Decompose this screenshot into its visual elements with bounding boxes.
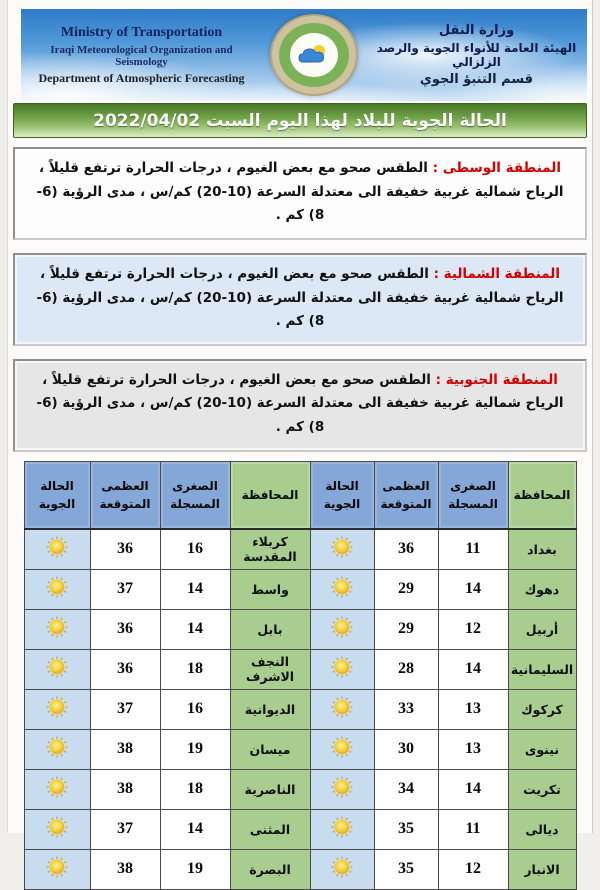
min-temp-cell: 12 <box>438 609 508 649</box>
max-temp-cell: 38 <box>90 769 160 809</box>
max-temp-cell: 36 <box>90 609 160 649</box>
organization-title-en: Iraqi Meteorological Organization and Seismology <box>50 43 233 68</box>
min-temp-cell: 14 <box>438 649 508 689</box>
sun-icon <box>331 736 353 758</box>
header-city-right: المحافظة <box>508 461 576 529</box>
department-title-en: Department of Atmospheric Forecasting <box>38 70 245 85</box>
header-max-left: العظمى المتوقعة <box>90 461 160 529</box>
region-description-southern: الطقس صحو مع بعض الغيوم ، درجات الحرارة ترتفع قليلاً ، الرياح شمالية غربية خفيفة الى معتدلة السرعة (10-20) كم/س ، مدى الرؤية (6-8) كم . <box>36 371 564 435</box>
city-cell: أربيل <box>508 609 576 649</box>
min-temp-cell: 14 <box>160 569 230 609</box>
city-cell: ميسان <box>230 729 310 769</box>
region-box-northern <box>13 253 587 346</box>
organization-title-ar: الهيئة العامة للأنواء الجوية والرصد الزلزالي <box>376 41 577 69</box>
city-cell: المثنى <box>230 809 310 849</box>
max-temp-cell: 37 <box>90 689 160 729</box>
sun-icon <box>46 856 68 878</box>
header-english-block <box>29 25 254 86</box>
region-name-southern: المنطقة الجنوبية : <box>435 371 558 388</box>
table-row <box>24 569 576 609</box>
region-name-central: المنطقة الوسطى : <box>432 160 561 176</box>
condition-cell <box>24 529 90 570</box>
condition-cell <box>310 649 374 689</box>
condition-cell <box>24 609 90 649</box>
header-condition-right: الحالة الجوية <box>310 461 374 529</box>
table-row <box>24 769 576 809</box>
sun-icon <box>46 656 68 678</box>
region-forecast-text <box>29 263 571 334</box>
city-cell: كركوك <box>508 689 576 729</box>
sun-icon <box>331 816 353 838</box>
city-cell: الديوانية <box>230 689 310 729</box>
sky-header-banner <box>21 9 587 101</box>
header-condition-left: الحالة الجوية <box>24 461 90 529</box>
bulletin-title-bar <box>13 103 587 138</box>
sun-icon <box>46 576 68 598</box>
sun-icon <box>46 776 68 798</box>
min-temp-cell: 13 <box>438 689 508 729</box>
max-temp-cell: 29 <box>374 569 438 609</box>
sun-icon <box>331 576 353 598</box>
region-description-central: الطقس صحو مع بعض الغيوم ، درجات الحرارة ترتفع قليلاً ، الرياح شمالية غربية خفيفة الى معتدلة السرعة (10-20) كم/س ، مدى الرؤية (6-8) كم . <box>36 160 564 224</box>
sun-icon <box>331 856 353 878</box>
max-temp-cell: 38 <box>90 849 160 889</box>
table-row <box>24 729 576 769</box>
header-min-left: الصغرى المسجلة <box>160 461 230 529</box>
region-description-northern: الطقس صحو مع بعض الغيوم ، درجات الحرارة ترتفع قليلاً ، الرياح شمالية غربية خفيفة الى معتدلة السرعة (10-20) كم/س ، مدى الرؤية (6-8) كم . <box>36 265 564 330</box>
condition-cell <box>24 649 90 689</box>
city-cell: واسط <box>230 569 310 609</box>
max-temp-cell: 34 <box>374 769 438 809</box>
condition-cell <box>310 569 374 609</box>
table-row <box>24 529 576 570</box>
condition-cell <box>24 729 90 769</box>
header-min-right: الصغرى المسجلة <box>438 461 508 529</box>
max-temp-cell: 38 <box>90 729 160 769</box>
ministry-title-en: Ministry of Transportation <box>60 24 223 40</box>
min-temp-cell: 16 <box>160 529 230 570</box>
condition-cell <box>24 689 90 729</box>
table-row <box>24 849 576 889</box>
condition-cell <box>310 689 374 729</box>
region-name-northern: المنطقة الشمالية : <box>433 265 560 282</box>
sun-icon <box>331 696 353 718</box>
max-temp-cell: 28 <box>374 649 438 689</box>
cloud-sun-icon <box>290 33 338 77</box>
header-max-right: العظمى المتوقعة <box>374 461 438 529</box>
header-city-left: المحافظة <box>230 461 310 529</box>
max-temp-cell: 29 <box>374 609 438 649</box>
min-temp-cell: 18 <box>160 769 230 809</box>
weather-bulletin-page <box>7 0 593 878</box>
min-temp-cell: 14 <box>160 809 230 849</box>
table-row <box>24 689 576 729</box>
max-temp-cell: 36 <box>90 529 160 570</box>
sun-icon <box>331 536 353 558</box>
max-temp-cell: 30 <box>374 729 438 769</box>
city-cell: بابل <box>230 609 310 649</box>
city-cell: السليمانية <box>508 649 576 689</box>
bulletin-title-text: الحالة الجوية للبلاد لهذا اليوم السبت 2022/04/02 <box>93 110 507 131</box>
table-row <box>24 609 576 649</box>
min-temp-cell: 14 <box>160 609 230 649</box>
table-row <box>24 809 576 849</box>
city-cell: النجف الاشرف <box>230 649 310 689</box>
min-temp-cell: 14 <box>438 769 508 809</box>
logo-green-ring <box>279 23 349 87</box>
provinces-weather-table <box>24 461 577 890</box>
city-cell: ديالى <box>508 809 576 849</box>
max-temp-cell: 35 <box>374 809 438 849</box>
max-temp-cell: 36 <box>90 649 160 689</box>
min-temp-cell: 11 <box>438 809 508 849</box>
condition-cell <box>24 849 90 889</box>
max-temp-cell: 35 <box>374 849 438 889</box>
condition-cell <box>310 809 374 849</box>
city-cell: تكريت <box>508 769 576 809</box>
condition-cell <box>310 729 374 769</box>
condition-cell <box>24 769 90 809</box>
sun-icon <box>46 736 68 758</box>
sun-icon <box>331 616 353 638</box>
department-title-ar: قسم التنبؤ الجوي <box>419 72 534 87</box>
sun-icon <box>331 776 353 798</box>
organization-logo <box>270 14 358 96</box>
region-box-southern <box>13 359 587 452</box>
sun-icon <box>331 656 353 678</box>
sun-icon <box>46 616 68 638</box>
max-temp-cell: 37 <box>90 809 160 849</box>
condition-cell <box>310 769 374 809</box>
min-temp-cell: 19 <box>160 729 230 769</box>
max-temp-cell: 33 <box>374 689 438 729</box>
table-row <box>24 649 576 689</box>
table-header-row <box>24 461 576 529</box>
region-forecast-text <box>29 157 571 228</box>
city-cell: بغداد <box>508 529 576 570</box>
min-temp-cell: 11 <box>438 529 508 570</box>
condition-cell <box>24 809 90 849</box>
region-forecast-text <box>29 369 571 440</box>
min-temp-cell: 14 <box>438 569 508 609</box>
city-cell: نينوى <box>508 729 576 769</box>
condition-cell <box>310 529 374 570</box>
min-temp-cell: 16 <box>160 689 230 729</box>
min-temp-cell: 18 <box>160 649 230 689</box>
condition-cell <box>310 849 374 889</box>
sun-icon <box>46 696 68 718</box>
region-box-central <box>13 147 587 240</box>
ministry-title-ar: وزارة النقل <box>438 23 515 38</box>
city-cell: الانبار <box>508 849 576 889</box>
header-arabic-block <box>374 23 579 87</box>
condition-cell <box>24 569 90 609</box>
city-cell: دهوك <box>508 569 576 609</box>
min-temp-cell: 19 <box>160 849 230 889</box>
city-cell: البصرة <box>230 849 310 889</box>
max-temp-cell: 36 <box>374 529 438 570</box>
max-temp-cell: 37 <box>90 569 160 609</box>
condition-cell <box>310 609 374 649</box>
sun-icon <box>46 816 68 838</box>
city-cell: الناصرية <box>230 769 310 809</box>
sun-icon <box>46 536 68 558</box>
min-temp-cell: 13 <box>438 729 508 769</box>
min-temp-cell: 12 <box>438 849 508 889</box>
city-cell: كربلاء المقدسة <box>230 529 310 570</box>
